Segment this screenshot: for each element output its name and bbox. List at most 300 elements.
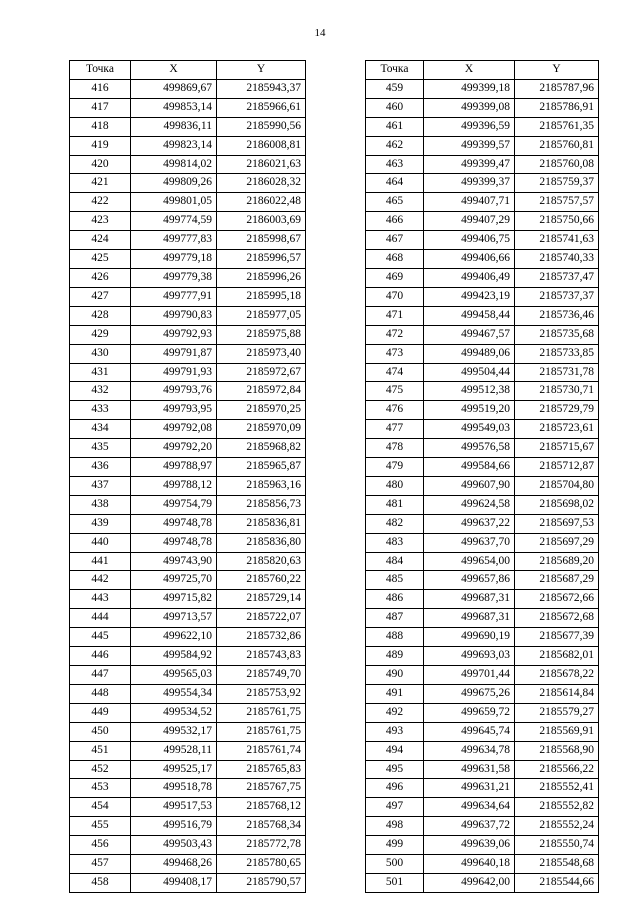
x-coordinate-cell: 499779,18 <box>131 250 217 269</box>
table-row <box>70 817 306 836</box>
table-row <box>70 590 306 609</box>
x-coordinate-cell: 499777,91 <box>131 287 217 306</box>
x-coordinate-cell: 499748,78 <box>131 514 217 533</box>
x-coordinate-cell: 499642,00 <box>424 873 515 892</box>
x-coordinate-cell: 499791,93 <box>131 363 217 382</box>
y-coordinate-cell: 2185761,74 <box>217 741 306 760</box>
y-coordinate-cell: 2185729,14 <box>217 590 306 609</box>
y-coordinate-cell: 2185757,57 <box>515 193 599 212</box>
point-number-cell: 445 <box>70 628 131 647</box>
x-coordinate-cell: 499777,83 <box>131 231 217 250</box>
table-row <box>366 306 599 325</box>
table-row <box>366 287 599 306</box>
header-x: X <box>424 61 515 80</box>
x-coordinate-cell: 499406,49 <box>424 268 515 287</box>
y-coordinate-cell: 2185856,73 <box>217 495 306 514</box>
point-number-cell: 420 <box>70 155 131 174</box>
x-coordinate-cell: 499503,43 <box>131 836 217 855</box>
x-coordinate-cell: 499788,97 <box>131 458 217 477</box>
y-coordinate-cell: 2185697,29 <box>515 533 599 552</box>
point-number-cell: 433 <box>70 401 131 420</box>
point-number-cell: 496 <box>366 779 424 798</box>
header-point: Точка <box>366 61 424 80</box>
point-number-cell: 497 <box>366 798 424 817</box>
y-coordinate-cell: 2185759,37 <box>515 174 599 193</box>
point-number-cell: 498 <box>366 817 424 836</box>
y-coordinate-cell: 2185970,25 <box>217 401 306 420</box>
x-coordinate-cell: 499407,29 <box>424 212 515 231</box>
point-number-cell: 416 <box>70 79 131 98</box>
x-coordinate-cell: 499399,57 <box>424 136 515 155</box>
table-row <box>70 174 306 193</box>
x-coordinate-cell: 499779,38 <box>131 268 217 287</box>
point-number-cell: 462 <box>366 136 424 155</box>
point-number-cell: 489 <box>366 647 424 666</box>
table-row <box>366 873 599 892</box>
y-coordinate-cell: 2185737,37 <box>515 287 599 306</box>
y-coordinate-cell: 2185998,67 <box>217 231 306 250</box>
x-coordinate-cell: 499408,17 <box>131 873 217 892</box>
x-coordinate-cell: 499525,17 <box>131 760 217 779</box>
y-coordinate-cell: 2185552,41 <box>515 779 599 798</box>
table-row <box>366 174 599 193</box>
y-coordinate-cell: 2185672,66 <box>515 590 599 609</box>
x-coordinate-cell: 499639,06 <box>424 836 515 855</box>
y-coordinate-cell: 2185731,78 <box>515 363 599 382</box>
x-coordinate-cell: 499631,21 <box>424 779 515 798</box>
table-row <box>366 779 599 798</box>
x-coordinate-cell: 499468,26 <box>131 855 217 874</box>
point-number-cell: 468 <box>366 250 424 269</box>
y-coordinate-cell: 2185614,84 <box>515 684 599 703</box>
x-coordinate-cell: 499853,14 <box>131 98 217 117</box>
y-coordinate-cell: 2185761,75 <box>217 703 306 722</box>
x-coordinate-cell: 499793,76 <box>131 382 217 401</box>
point-number-cell: 436 <box>70 458 131 477</box>
x-coordinate-cell: 499637,70 <box>424 533 515 552</box>
y-coordinate-cell: 2185786,91 <box>515 98 599 117</box>
table-row <box>366 117 599 136</box>
point-number-cell: 446 <box>70 647 131 666</box>
table-row <box>366 533 599 552</box>
y-coordinate-cell: 2185760,22 <box>217 571 306 590</box>
x-coordinate-cell: 499693,03 <box>424 647 515 666</box>
table-row <box>70 287 306 306</box>
table-row <box>70 684 306 703</box>
point-number-cell: 460 <box>366 98 424 117</box>
table-row <box>70 458 306 477</box>
y-coordinate-cell: 2185968,82 <box>217 439 306 458</box>
point-number-cell: 458 <box>70 873 131 892</box>
x-coordinate-cell: 499791,87 <box>131 344 217 363</box>
point-number-cell: 440 <box>70 533 131 552</box>
table-row <box>70 741 306 760</box>
point-number-cell: 479 <box>366 458 424 477</box>
point-number-cell: 461 <box>366 117 424 136</box>
x-coordinate-cell: 499576,58 <box>424 439 515 458</box>
table-row <box>70 98 306 117</box>
x-coordinate-cell: 499687,31 <box>424 590 515 609</box>
x-coordinate-cell: 499512,38 <box>424 382 515 401</box>
coordinates-table-left <box>69 60 306 893</box>
table-row <box>366 647 599 666</box>
point-number-cell: 428 <box>70 306 131 325</box>
point-number-cell: 459 <box>366 79 424 98</box>
table-row <box>70 533 306 552</box>
y-coordinate-cell: 2186022,48 <box>217 193 306 212</box>
x-coordinate-cell: 499792,20 <box>131 439 217 458</box>
table-row <box>70 703 306 722</box>
x-coordinate-cell: 499823,14 <box>131 136 217 155</box>
table-row <box>70 722 306 741</box>
table-row <box>70 363 306 382</box>
point-number-cell: 439 <box>70 514 131 533</box>
y-coordinate-cell: 2185682,01 <box>515 647 599 666</box>
point-number-cell: 427 <box>70 287 131 306</box>
table-row <box>366 495 599 514</box>
table-row <box>366 514 599 533</box>
x-coordinate-cell: 499637,22 <box>424 514 515 533</box>
y-coordinate-cell: 2185723,61 <box>515 420 599 439</box>
page-number: 14 <box>314 27 326 39</box>
x-coordinate-cell: 499713,57 <box>131 609 217 628</box>
y-coordinate-cell: 2185736,46 <box>515 306 599 325</box>
table-row <box>70 79 306 98</box>
point-number-cell: 456 <box>70 836 131 855</box>
point-number-cell: 421 <box>70 174 131 193</box>
y-coordinate-cell: 2185963,16 <box>217 476 306 495</box>
table-row <box>70 401 306 420</box>
table-row <box>70 193 306 212</box>
point-number-cell: 465 <box>366 193 424 212</box>
table-row <box>366 231 599 250</box>
header-point: Точка <box>70 61 131 80</box>
table-row <box>70 666 306 685</box>
table-header-row <box>70 61 306 80</box>
x-coordinate-cell: 499645,74 <box>424 722 515 741</box>
x-coordinate-cell: 499565,03 <box>131 666 217 685</box>
x-coordinate-cell: 499517,53 <box>131 798 217 817</box>
table-row <box>70 420 306 439</box>
point-number-cell: 474 <box>366 363 424 382</box>
table-row <box>366 817 599 836</box>
table-row <box>70 628 306 647</box>
y-coordinate-cell: 2185996,26 <box>217 268 306 287</box>
table-row <box>70 514 306 533</box>
y-coordinate-cell: 2185765,83 <box>217 760 306 779</box>
x-coordinate-cell: 499554,34 <box>131 684 217 703</box>
y-coordinate-cell: 2185678,22 <box>515 666 599 685</box>
table-row <box>366 722 599 741</box>
point-number-cell: 455 <box>70 817 131 836</box>
x-coordinate-cell: 499725,70 <box>131 571 217 590</box>
x-coordinate-cell: 499659,72 <box>424 703 515 722</box>
x-coordinate-cell: 499407,71 <box>424 193 515 212</box>
y-coordinate-cell: 2186003,69 <box>217 212 306 231</box>
y-coordinate-cell: 2185753,92 <box>217 684 306 703</box>
table-row <box>70 476 306 495</box>
y-coordinate-cell: 2185973,40 <box>217 344 306 363</box>
point-number-cell: 448 <box>70 684 131 703</box>
point-number-cell: 473 <box>366 344 424 363</box>
x-coordinate-cell: 499640,18 <box>424 855 515 874</box>
y-coordinate-cell: 2185760,81 <box>515 136 599 155</box>
point-number-cell: 430 <box>70 344 131 363</box>
x-coordinate-cell: 499743,90 <box>131 552 217 571</box>
point-number-cell: 443 <box>70 590 131 609</box>
table-row <box>366 760 599 779</box>
point-number-cell: 447 <box>70 666 131 685</box>
point-number-cell: 500 <box>366 855 424 874</box>
x-coordinate-cell: 499701,44 <box>424 666 515 685</box>
y-coordinate-cell: 2185689,20 <box>515 552 599 571</box>
point-number-cell: 437 <box>70 476 131 495</box>
x-coordinate-cell: 499467,57 <box>424 325 515 344</box>
point-number-cell: 493 <box>366 722 424 741</box>
point-number-cell: 471 <box>366 306 424 325</box>
x-coordinate-cell: 499634,78 <box>424 741 515 760</box>
y-coordinate-cell: 2185722,07 <box>217 609 306 628</box>
point-number-cell: 495 <box>366 760 424 779</box>
x-coordinate-cell: 499458,44 <box>424 306 515 325</box>
y-coordinate-cell: 2185790,57 <box>217 873 306 892</box>
point-number-cell: 464 <box>366 174 424 193</box>
x-coordinate-cell: 499690,19 <box>424 628 515 647</box>
y-coordinate-cell: 2185787,96 <box>515 79 599 98</box>
x-coordinate-cell: 499584,66 <box>424 458 515 477</box>
point-number-cell: 454 <box>70 798 131 817</box>
point-number-cell: 450 <box>70 722 131 741</box>
y-coordinate-cell: 2185772,78 <box>217 836 306 855</box>
y-coordinate-cell: 2185569,91 <box>515 722 599 741</box>
y-coordinate-cell: 2185996,57 <box>217 250 306 269</box>
table-row <box>366 98 599 117</box>
header-x: X <box>131 61 217 80</box>
x-coordinate-cell: 499869,67 <box>131 79 217 98</box>
y-coordinate-cell: 2185995,18 <box>217 287 306 306</box>
y-coordinate-cell: 2185568,90 <box>515 741 599 760</box>
table-row <box>366 836 599 855</box>
y-coordinate-cell: 2185687,29 <box>515 571 599 590</box>
x-coordinate-cell: 499654,00 <box>424 552 515 571</box>
point-number-cell: 470 <box>366 287 424 306</box>
point-number-cell: 480 <box>366 476 424 495</box>
x-coordinate-cell: 499516,79 <box>131 817 217 836</box>
y-coordinate-cell: 2185579,27 <box>515 703 599 722</box>
x-coordinate-cell: 499518,78 <box>131 779 217 798</box>
x-coordinate-cell: 499814,02 <box>131 155 217 174</box>
table-row <box>70 760 306 779</box>
x-coordinate-cell: 499792,93 <box>131 325 217 344</box>
point-number-cell: 476 <box>366 401 424 420</box>
table-row <box>70 136 306 155</box>
point-number-cell: 478 <box>366 439 424 458</box>
point-number-cell: 494 <box>366 741 424 760</box>
point-number-cell: 499 <box>366 836 424 855</box>
y-coordinate-cell: 2185990,56 <box>217 117 306 136</box>
y-coordinate-cell: 2185730,71 <box>515 382 599 401</box>
point-number-cell: 431 <box>70 363 131 382</box>
y-coordinate-cell: 2185972,84 <box>217 382 306 401</box>
point-number-cell: 417 <box>70 98 131 117</box>
point-number-cell: 426 <box>70 268 131 287</box>
y-coordinate-cell: 2185977,05 <box>217 306 306 325</box>
y-coordinate-cell: 2186028,32 <box>217 174 306 193</box>
y-coordinate-cell: 2186008,81 <box>217 136 306 155</box>
table-row <box>366 703 599 722</box>
y-coordinate-cell: 2185767,75 <box>217 779 306 798</box>
y-coordinate-cell: 2185965,87 <box>217 458 306 477</box>
point-number-cell: 438 <box>70 495 131 514</box>
point-number-cell: 452 <box>70 760 131 779</box>
point-number-cell: 482 <box>366 514 424 533</box>
x-coordinate-cell: 499584,92 <box>131 647 217 666</box>
x-coordinate-cell: 499423,19 <box>424 287 515 306</box>
x-coordinate-cell: 499836,11 <box>131 117 217 136</box>
y-coordinate-cell: 2185975,88 <box>217 325 306 344</box>
x-coordinate-cell: 499528,11 <box>131 741 217 760</box>
table-row <box>70 344 306 363</box>
x-coordinate-cell: 499607,90 <box>424 476 515 495</box>
point-number-cell: 484 <box>366 552 424 571</box>
y-coordinate-cell: 2185698,02 <box>515 495 599 514</box>
table-row <box>70 306 306 325</box>
x-coordinate-cell: 499622,10 <box>131 628 217 647</box>
coordinates-table-right <box>365 60 599 893</box>
table-row <box>366 476 599 495</box>
x-coordinate-cell: 499637,72 <box>424 817 515 836</box>
x-coordinate-cell: 499519,20 <box>424 401 515 420</box>
point-number-cell: 435 <box>70 439 131 458</box>
y-coordinate-cell: 2185966,61 <box>217 98 306 117</box>
table-row <box>366 571 599 590</box>
table-row <box>70 155 306 174</box>
table-row <box>70 117 306 136</box>
table-row <box>70 647 306 666</box>
table-row <box>366 363 599 382</box>
table-row <box>366 855 599 874</box>
point-number-cell: 475 <box>366 382 424 401</box>
table-row <box>366 401 599 420</box>
x-coordinate-cell: 499715,82 <box>131 590 217 609</box>
table-row <box>366 609 599 628</box>
y-coordinate-cell: 2185780,65 <box>217 855 306 874</box>
y-coordinate-cell: 2185704,80 <box>515 476 599 495</box>
y-coordinate-cell: 2185548,68 <box>515 855 599 874</box>
x-coordinate-cell: 499631,58 <box>424 760 515 779</box>
table-row <box>70 609 306 628</box>
table-row <box>366 741 599 760</box>
point-number-cell: 453 <box>70 779 131 798</box>
table-row <box>70 439 306 458</box>
y-coordinate-cell: 2185552,24 <box>515 817 599 836</box>
y-coordinate-cell: 2185836,80 <box>217 533 306 552</box>
point-number-cell: 492 <box>366 703 424 722</box>
y-coordinate-cell: 2185712,87 <box>515 458 599 477</box>
x-coordinate-cell: 499399,18 <box>424 79 515 98</box>
x-coordinate-cell: 499624,58 <box>424 495 515 514</box>
header-y: Y <box>515 61 599 80</box>
point-number-cell: 419 <box>70 136 131 155</box>
y-coordinate-cell: 2185768,34 <box>217 817 306 836</box>
table-row <box>366 798 599 817</box>
y-coordinate-cell: 2185740,33 <box>515 250 599 269</box>
x-coordinate-cell: 499549,03 <box>424 420 515 439</box>
table-row <box>366 590 599 609</box>
point-number-cell: 441 <box>70 552 131 571</box>
y-coordinate-cell: 2185729,79 <box>515 401 599 420</box>
y-coordinate-cell: 2186021,63 <box>217 155 306 174</box>
point-number-cell: 488 <box>366 628 424 647</box>
x-coordinate-cell: 499801,05 <box>131 193 217 212</box>
x-coordinate-cell: 499399,47 <box>424 155 515 174</box>
y-coordinate-cell: 2185750,66 <box>515 212 599 231</box>
header-y: Y <box>217 61 306 80</box>
point-number-cell: 418 <box>70 117 131 136</box>
point-number-cell: 424 <box>70 231 131 250</box>
y-coordinate-cell: 2185970,09 <box>217 420 306 439</box>
x-coordinate-cell: 499792,08 <box>131 420 217 439</box>
y-coordinate-cell: 2185697,53 <box>515 514 599 533</box>
table-row <box>366 136 599 155</box>
point-number-cell: 485 <box>366 571 424 590</box>
point-number-cell: 457 <box>70 855 131 874</box>
table-row <box>70 212 306 231</box>
table-row <box>70 325 306 344</box>
point-number-cell: 449 <box>70 703 131 722</box>
table-row <box>70 855 306 874</box>
point-number-cell: 472 <box>366 325 424 344</box>
y-coordinate-cell: 2185820,63 <box>217 552 306 571</box>
x-coordinate-cell: 499634,64 <box>424 798 515 817</box>
table-row <box>70 779 306 798</box>
table-row <box>366 420 599 439</box>
y-coordinate-cell: 2185544,66 <box>515 873 599 892</box>
x-coordinate-cell: 499687,31 <box>424 609 515 628</box>
table-header-row <box>366 61 599 80</box>
table-row <box>70 552 306 571</box>
y-coordinate-cell: 2185566,22 <box>515 760 599 779</box>
point-number-cell: 425 <box>70 250 131 269</box>
point-number-cell: 463 <box>366 155 424 174</box>
point-number-cell: 444 <box>70 609 131 628</box>
table-row <box>366 684 599 703</box>
table-row <box>70 231 306 250</box>
table-row <box>70 250 306 269</box>
table-row <box>366 552 599 571</box>
x-coordinate-cell: 499748,78 <box>131 533 217 552</box>
y-coordinate-cell: 2185761,35 <box>515 117 599 136</box>
x-coordinate-cell: 499406,66 <box>424 250 515 269</box>
table-row <box>366 458 599 477</box>
point-number-cell: 486 <box>366 590 424 609</box>
table-row <box>70 798 306 817</box>
x-coordinate-cell: 499774,59 <box>131 212 217 231</box>
point-number-cell: 442 <box>70 571 131 590</box>
table-row <box>366 439 599 458</box>
point-number-cell: 487 <box>366 609 424 628</box>
y-coordinate-cell: 2185743,83 <box>217 647 306 666</box>
y-coordinate-cell: 2185737,47 <box>515 268 599 287</box>
table-row <box>70 873 306 892</box>
y-coordinate-cell: 2185715,67 <box>515 439 599 458</box>
table-row <box>366 344 599 363</box>
x-coordinate-cell: 499754,79 <box>131 495 217 514</box>
point-number-cell: 490 <box>366 666 424 685</box>
table-row <box>70 268 306 287</box>
y-coordinate-cell: 2185760,08 <box>515 155 599 174</box>
point-number-cell: 422 <box>70 193 131 212</box>
